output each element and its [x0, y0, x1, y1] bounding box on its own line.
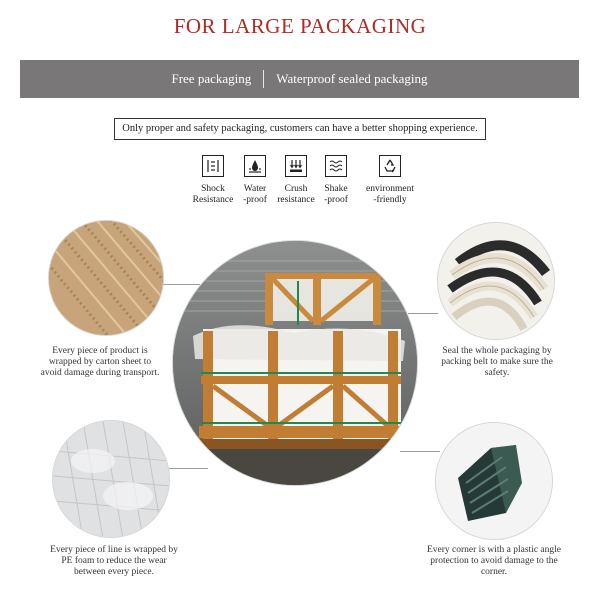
packing-belt-photo — [437, 222, 555, 340]
packaging-banner — [20, 60, 579, 98]
pe-foam-photo — [52, 420, 170, 538]
feature-shakeproof — [308, 155, 364, 206]
corner-caption: Every corner is with a plastic angle protection to avoid damage to the corner. — [426, 545, 561, 577]
feature-label-line2: -proof — [243, 195, 267, 205]
connector-line — [400, 451, 440, 452]
banner-free-packaging: Free packaging — [171, 71, 252, 86]
recycle-icon — [379, 155, 401, 177]
page-title: FOR LARGE PACKAGING — [173, 14, 427, 38]
banner-divider — [263, 70, 264, 88]
feature-label-line2: -proof — [324, 195, 348, 205]
feature-environment-friendly — [360, 155, 420, 206]
connector-line — [160, 284, 200, 285]
wooden-crate-photo — [172, 240, 418, 486]
carton-caption: Every piece of product is wrapped by carton sheet to avoid damage during transport. — [40, 346, 160, 378]
feature-label-line2: resistance — [277, 195, 315, 205]
connector-line — [168, 468, 208, 469]
crush-resistance-icon — [285, 155, 307, 177]
shakeproof-icon — [325, 155, 347, 177]
banner-waterproof-packaging: Waterproof sealed packaging — [276, 71, 428, 86]
shock-resistance-icon — [202, 155, 224, 177]
feature-label-line1: environment — [365, 184, 414, 194]
feature-label-line2: Resistance — [192, 195, 234, 205]
foam-caption: Every piece of line is wrapped by PE foam to reduce the wear between every piece. — [50, 545, 178, 577]
connector-line — [408, 313, 438, 314]
packaging-notice: Only proper and safety packaging, customers can have a better shopping experience. — [114, 118, 486, 140]
feature-label-line1: Shake — [324, 184, 348, 194]
feature-label-line2: -friendly — [373, 195, 407, 205]
corner-protector-photo — [435, 422, 553, 540]
waterproof-icon — [244, 155, 266, 177]
feature-label-line1: Shock — [201, 184, 225, 194]
feature-label-line1: Crush — [284, 184, 308, 194]
feature-label-line1: Water — [243, 184, 267, 194]
carton-sheet-photo — [48, 220, 164, 336]
belt-caption: Seal the whole packaging by packing belt to make sure the safety. — [441, 346, 553, 378]
